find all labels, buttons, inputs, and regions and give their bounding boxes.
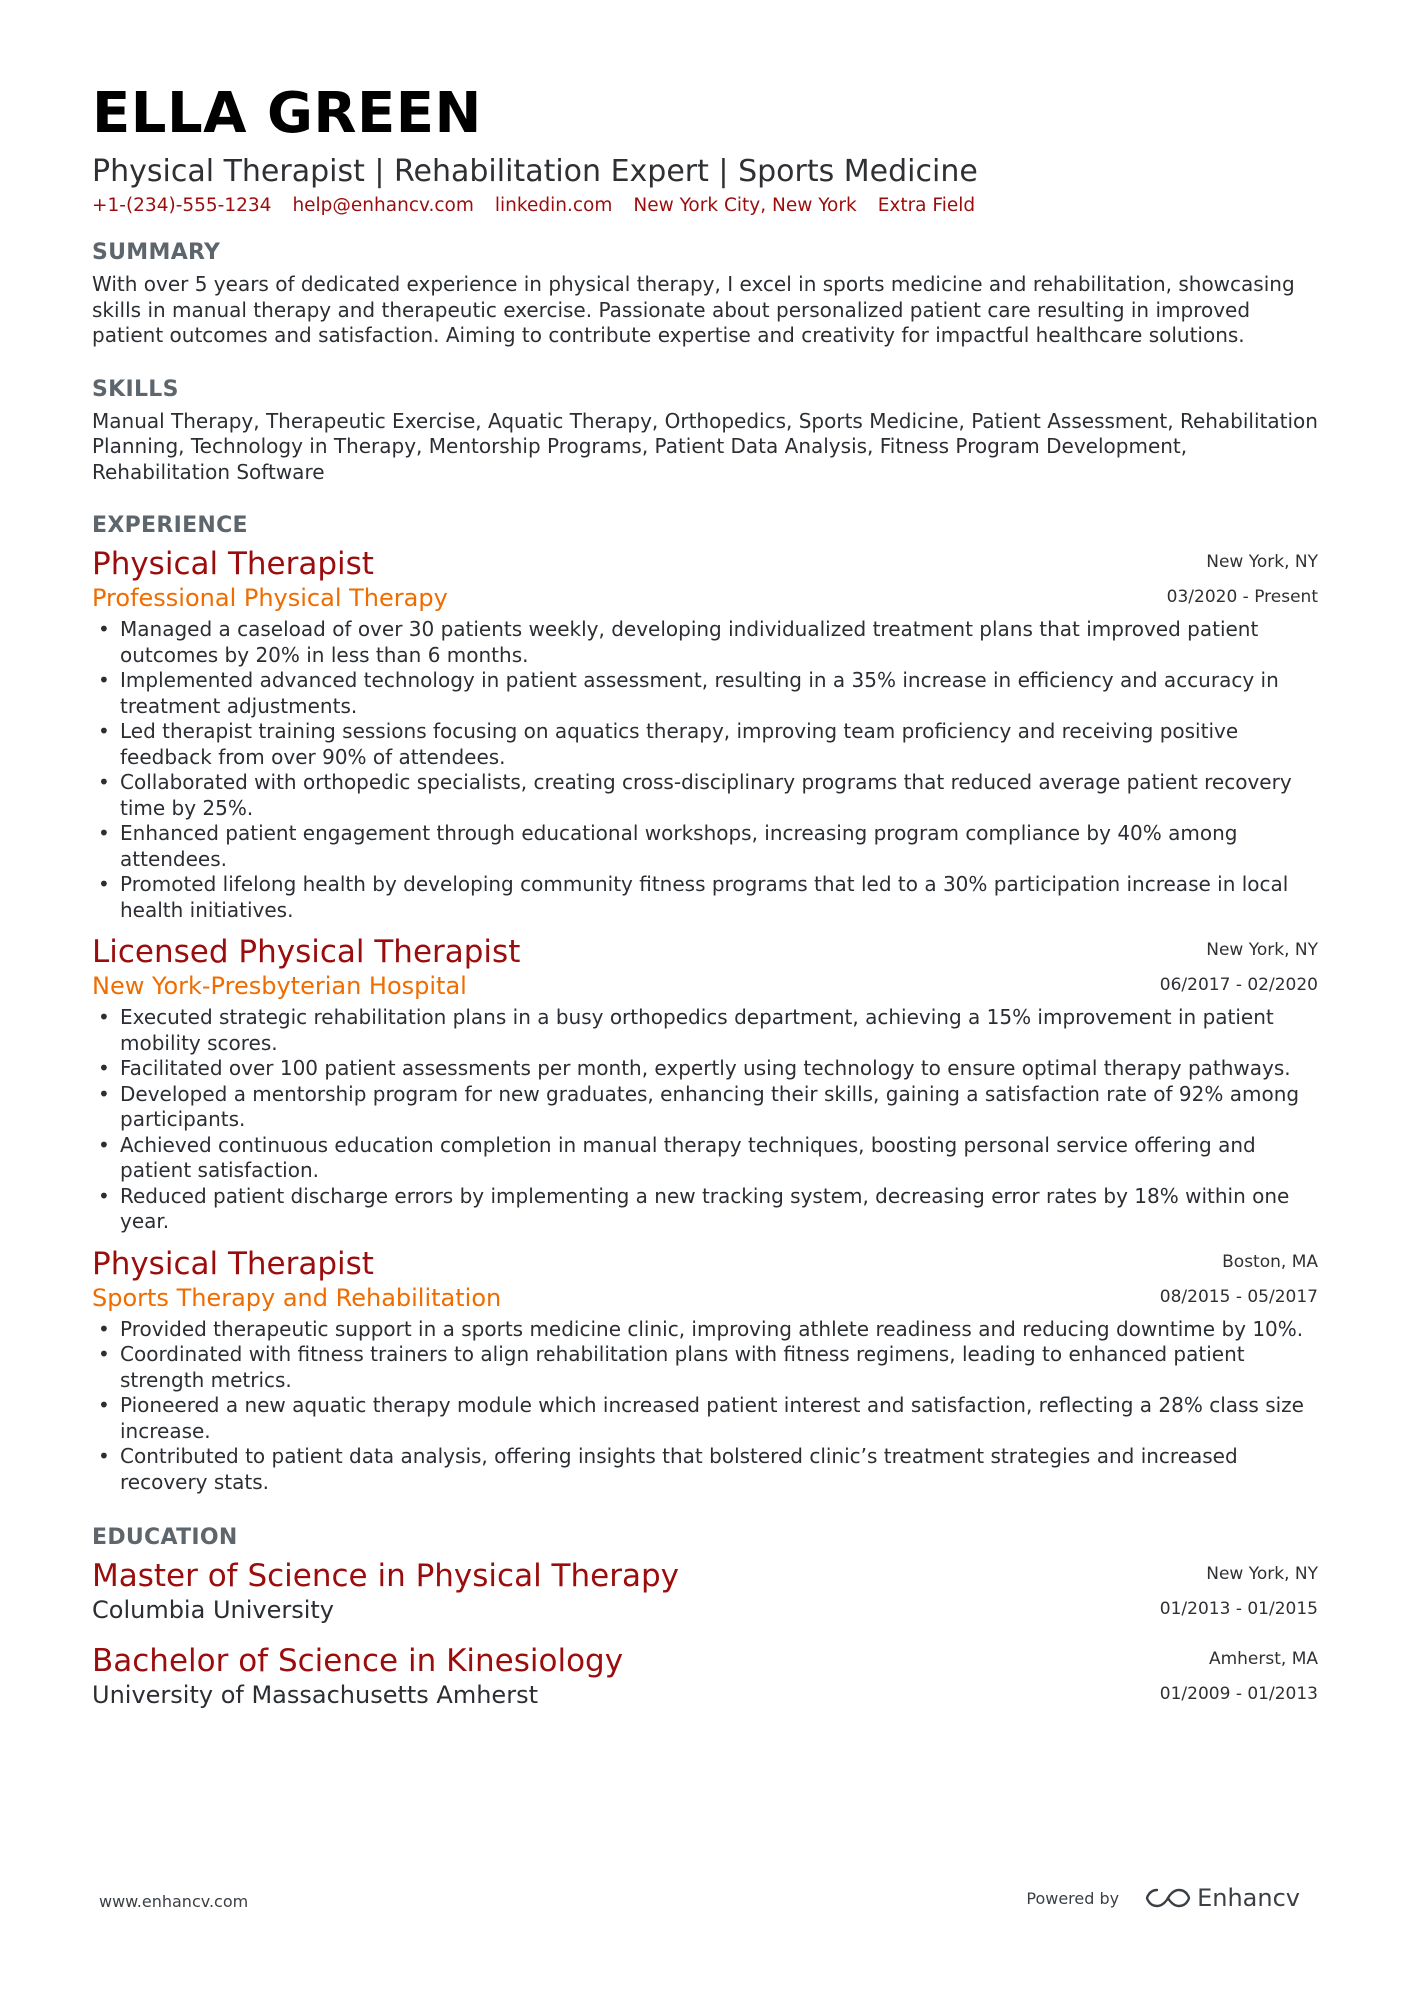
bullet-item: • Promoted lifelong health by developing community fitness programs that led to a 30% participation increase in local health initiatives. [92,872,1318,923]
job-location: New York, NY [1206,552,1318,572]
contact-row [92,192,1318,220]
entry-header [92,1557,1318,1627]
job-location: Boston, MA [1222,1251,1318,1272]
experience-entry [92,545,1318,923]
job-dates: 06/2017 - 02/2020 [1159,975,1318,995]
experience-heading: EXPERIENCE [92,513,248,538]
degree-title: Bachelor of Science in Kinesiology [92,1643,624,1679]
job-role: Physical Therapist [92,1245,374,1282]
brand-logo[interactable] [1145,1884,1300,1912]
entry-titles [92,1245,501,1313]
entry-titles [92,1642,623,1710]
contact-extra: Extra Field [877,195,976,216]
bullet-item: • Implemented advanced technology in patient assessment, resulting in a 35% increase in efficiency and accuracy in treatment adjustments. [92,668,1318,719]
bullet-item: • Led therapist training sessions focusing on aquatics therapy, improving team proficiency and receiving positive feedback from over 90% of attendees. [92,719,1318,770]
job-company: Professional Physical Therapy [92,584,448,612]
bullet-item: • Facilitated over 100 patient assessments per month, expertly using technology to ensure optimal therapy pathways. [92,1056,1318,1082]
degree-title: Master of Science in Physical Therapy [92,1558,679,1594]
job-location: New York, NY [1206,940,1318,960]
resume-page [92,0,1318,1712]
contact-location: New York City, New York [633,195,857,216]
bullet-item: • Coordinated with fitness trainers to align rehabilitation plans with fitness regimens, leading to enhanced patient strength metrics. [92,1342,1318,1393]
education-heading: EDUCATION [92,1525,238,1550]
entry-meta [1160,933,1318,1003]
footer-branding [1026,1884,1300,1912]
contact-email[interactable]: help@enhancv.com [292,195,474,216]
entry-titles [92,1557,679,1625]
job-company: Sports Therapy and Rehabilitation [92,1283,502,1312]
entry-titles [92,545,448,613]
entry-meta [1160,1245,1318,1315]
entry-header [92,1245,1318,1315]
candidate-name: ELLA GREEN [92,81,482,146]
contact-phone[interactable]: +1-(234)-555-1234 [92,195,272,216]
school-location: Amherst, MA [1208,1649,1318,1669]
job-role: Physical Therapist [92,546,374,582]
summary-text: With over 5 years of dedicated experience in physical therapy, I excel in sports medicine and rehabilitation, showcasing skills in manual therapy and therapeutic exercise. Passionate about personalized patient care resulting in improved patient outcomes and satisfaction. Aiming to contribute expertise and creativity for impactful healthcare solutions. [92,272,1295,347]
job-role: Licensed Physical Therapist [92,934,521,970]
brand-name: Enhancv [1197,1884,1300,1912]
candidate-title: Physical Therapist | Rehabilitation Expert | Sports Medicine [92,154,978,189]
entry-meta [1160,1642,1318,1712]
skills-text: Manual Therapy, Therapeutic Exercise, Aquatic Therapy, Orthopedics, Sports Medicine, Patient Assessment, Rehabilitation Planning, Technology in Therapy, Mentorship Programs, Patient Data Analysis, Fitness Program Development, Rehabilitation Software [92,408,1318,484]
bullet-item: • Provided therapeutic support in a sports medicine clinic, improving athlete readiness and reducing downtime by 10%. [92,1317,1318,1343]
bullet-item: • Contributed to patient data analysis, offering insights that bolstered clinic’s treatment strategies and increased recovery stats. [92,1444,1318,1495]
job-bullets [92,1317,1318,1496]
entry-meta [1160,1557,1318,1627]
bullet-item: • Enhanced patient engagement through educational workshops, increasing program compliance by 40% among attendees. [92,821,1318,872]
job-bullets [92,617,1318,923]
bullet-item: • Collaborated with orthopedic specialists, creating cross-disciplinary programs that reduced average patient recovery time by 25%. [92,770,1318,821]
school-name: Columbia University [92,1596,335,1624]
bullet-item: • Pioneered a new aquatic therapy module which increased patient interest and satisfaction, reflecting a 28% class size increase. [92,1393,1318,1444]
job-company: New York-Presbyterian Hospital [92,972,467,1000]
school-dates: 01/2013 - 01/2015 [1159,1599,1318,1619]
school-name: University of Massachusetts Amherst [92,1681,538,1709]
job-bullets [92,1005,1318,1235]
entry-header [92,933,1318,1003]
entry-titles [92,933,520,1001]
school-location: New York, NY [1206,1564,1318,1584]
entry-meta [1167,545,1318,615]
contact-linkedin[interactable]: linkedin.com [494,195,613,216]
bullet-item: • Developed a mentorship program for new graduates, enhancing their skills, gaining a satisfaction rate of 92% among participants. [92,1082,1318,1133]
experience-entry [92,1245,1318,1496]
job-dates: 03/2020 - Present [1166,587,1318,607]
job-dates: 08/2015 - 05/2017 [1159,1286,1318,1307]
enhancv-logo-icon [1145,1886,1191,1910]
powered-by-label: Powered by [1026,1888,1120,1908]
bullet-item: • Achieved continuous education completion in manual therapy techniques, boosting personal service offering and patient satisfaction. [92,1133,1318,1184]
bullet-item: • Reduced patient discharge errors by implementing a new tracking system, decreasing error rates by 18% within one year. [92,1184,1318,1235]
summary-heading: SUMMARY [92,240,221,265]
entry-header [92,545,1318,615]
bullet-item: • Executed strategic rehabilitation plans in a busy orthopedics department, achieving a 15% improvement in patient mobility scores. [92,1005,1318,1056]
experience-entry [92,933,1318,1235]
skills-heading: SKILLS [92,376,179,402]
footer-website[interactable]: www.enhancv.com [99,1892,249,1911]
education-entry [92,1557,1318,1627]
school-dates: 01/2009 - 01/2013 [1159,1684,1318,1704]
entry-header [92,1642,1318,1712]
education-entry [92,1642,1318,1712]
bullet-item: • Managed a caseload of over 30 patients weekly, developing individualized treatment plans that improved patient outcomes by 20% in less than 6 months. [92,617,1318,668]
